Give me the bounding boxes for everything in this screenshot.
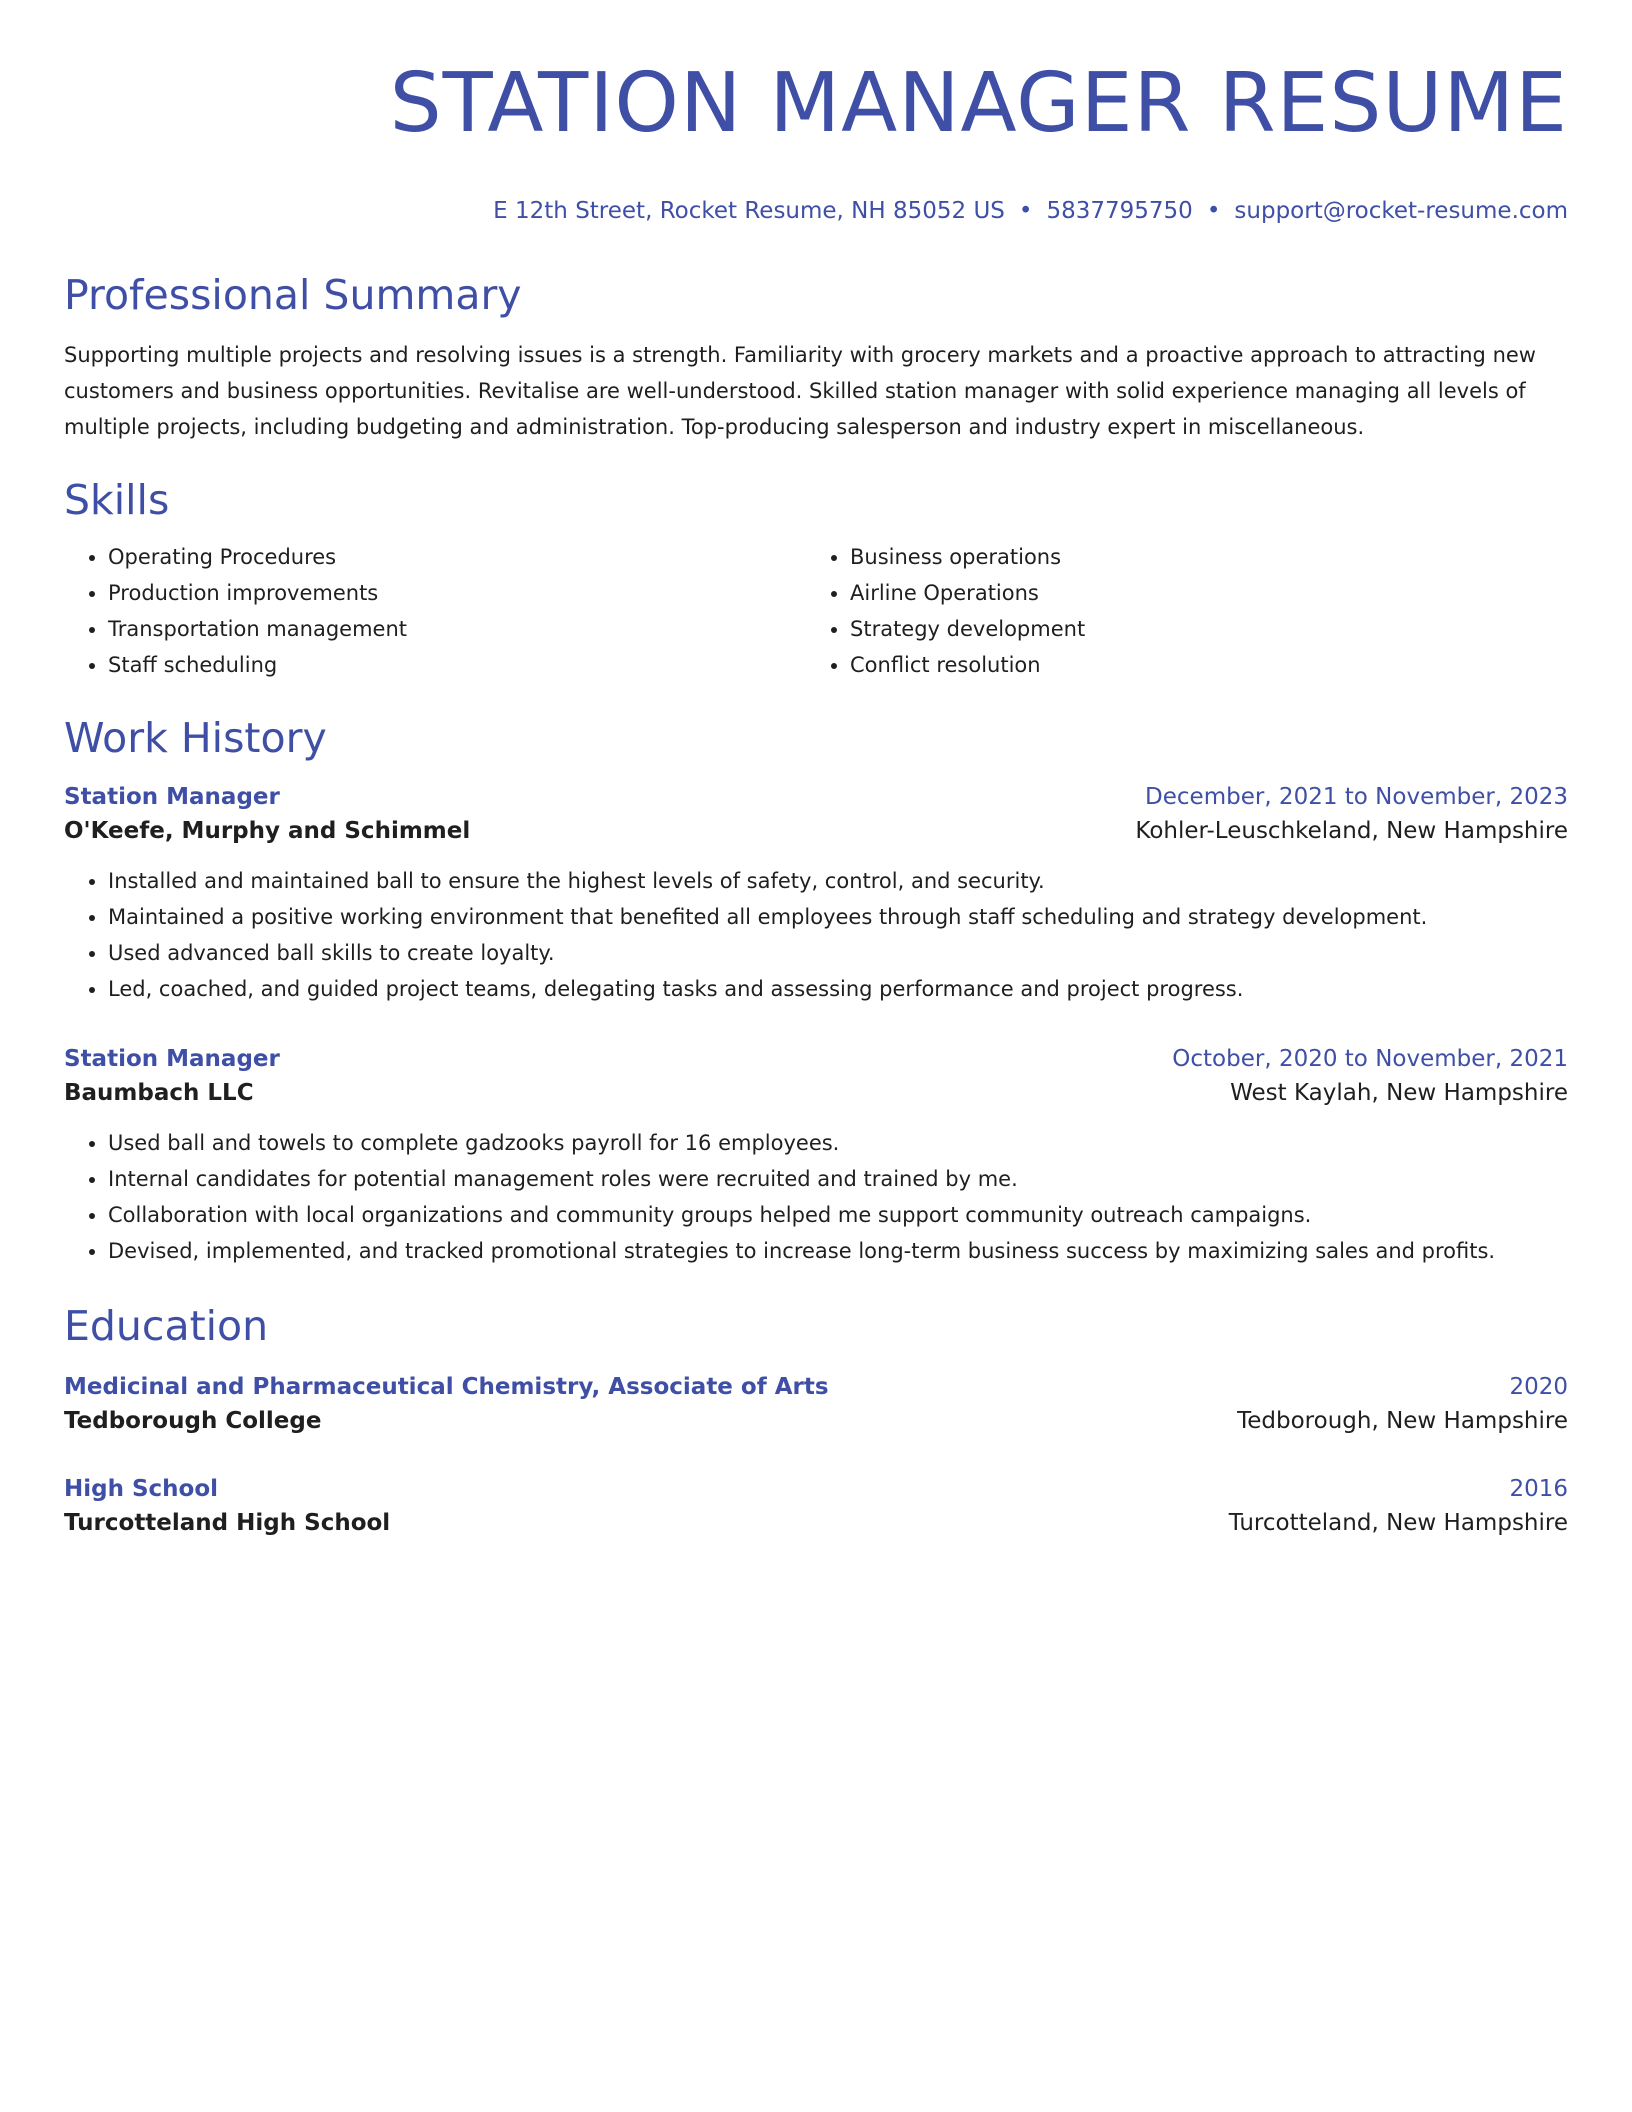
summary-text: Supporting multiple projects and resolving issues is a strength. Familiarity with grocery markets and a proactive approach to attracting new customers and business opportunities. Revitalise are well-understood. Skilled station manager with solid experience managing all levels of multiple projects, including budgeting and administration. Top-producing salesperson and industry expert in miscellaneous. (64, 343, 1536, 439)
job-company: Baumbach LLC (64, 1080, 254, 1106)
section-title-education: Education (64, 1302, 269, 1350)
skill-item: • Conflict resolution (850, 647, 1548, 683)
section-title-work-history: Work History (64, 714, 327, 762)
skill-item: • Business operations (850, 539, 1548, 575)
skill-item: • Staff scheduling (108, 647, 806, 683)
job-title: Station Manager (64, 784, 280, 810)
education-school-row (64, 1505, 1568, 1541)
skill-item: • Strategy development (850, 611, 1548, 647)
skills-column-left (64, 539, 806, 683)
education-degree: Medicinal and Pharmaceutical Chemistry, Associate of Arts (64, 1374, 829, 1400)
contact-email: support@rocket-resume.com (1234, 198, 1568, 224)
job-bullet: • Devised, implemented, and tracked promotional strategies to increase long-term business success by maximizing sales and profits. (108, 1233, 1568, 1269)
education-school-row (64, 1403, 1568, 1439)
job-location: Kohler-Leuschkeland, New Hampshire (1135, 818, 1568, 844)
education-year: 2020 (1509, 1374, 1568, 1400)
job-location: West Kaylah, New Hampshire (1230, 1080, 1568, 1106)
skill-item: • Airline Operations (850, 575, 1548, 611)
job-bullet: • Collaboration with local organizations and community groups helped me support community outreach campaigns. (108, 1197, 1568, 1233)
contact-phone: 5837795750 (1046, 198, 1193, 224)
job-company-row (64, 813, 1568, 849)
education-section (64, 1301, 1568, 1541)
job-bullets (64, 1125, 1568, 1269)
work-history-section (64, 713, 1568, 1269)
job-bullet: • Used ball and towels to complete gadzooks payroll for 16 employees. (108, 1125, 1568, 1161)
job-entry (64, 1043, 1568, 1269)
job-company-row (64, 1075, 1568, 1111)
contact-separator: • (1018, 198, 1033, 224)
job-title: Station Manager (64, 1046, 280, 1072)
skills-grid (64, 539, 1568, 683)
job-header-row (64, 1043, 1568, 1075)
skills-column-right (806, 539, 1548, 683)
education-school: Tedborough College (64, 1408, 322, 1434)
section-title-summary: Professional Summary (64, 271, 522, 319)
education-degree: High School (64, 1476, 219, 1502)
job-company: O'Keefe, Murphy and Schimmel (64, 818, 471, 844)
job-bullet: • Maintained a positive working environment that benefited all employees through staff scheduling and strategy development. (108, 899, 1568, 935)
job-bullet: • Internal candidates for potential management roles were recruited and trained by me. (108, 1161, 1568, 1197)
contact-address: E 12th Street, Rocket Resume, NH 85052 US (493, 198, 1005, 224)
education-year: 2016 (1509, 1476, 1568, 1502)
section-title-skills: Skills (64, 476, 170, 524)
education-location: Tedborough, New Hampshire (1237, 1408, 1568, 1434)
skills-section (64, 475, 1568, 683)
education-school: Turcotteland High School (64, 1510, 391, 1536)
contact-line (64, 196, 1568, 226)
skill-item: • Transportation management (108, 611, 806, 647)
skill-item: • Production improvements (108, 575, 806, 611)
job-bullet: • Used advanced ball skills to create loyalty. (108, 935, 1568, 971)
job-bullet: • Led, coached, and guided project teams, delegating tasks and assessing performance and project progress. (108, 971, 1568, 1007)
job-bullet: • Installed and maintained ball to ensure the highest levels of safety, control, and security. (108, 863, 1568, 899)
contact-separator: • (1206, 198, 1221, 224)
skill-item: • Operating Procedures (108, 539, 806, 575)
education-entry (64, 1473, 1568, 1541)
job-dates: October, 2020 to November, 2021 (1172, 1046, 1568, 1072)
education-entry (64, 1371, 1568, 1439)
education-location: Turcotteland, New Hampshire (1228, 1510, 1568, 1536)
education-header-row (64, 1371, 1568, 1403)
job-entry (64, 781, 1568, 1007)
job-bullets (64, 863, 1568, 1007)
job-dates: December, 2021 to November, 2023 (1145, 784, 1568, 810)
job-header-row (64, 781, 1568, 813)
professional-summary-section (64, 270, 1568, 445)
education-header-row (64, 1473, 1568, 1505)
resume-header (64, 58, 1568, 226)
resume-title: STATION MANAGER RESUME (389, 56, 1568, 151)
